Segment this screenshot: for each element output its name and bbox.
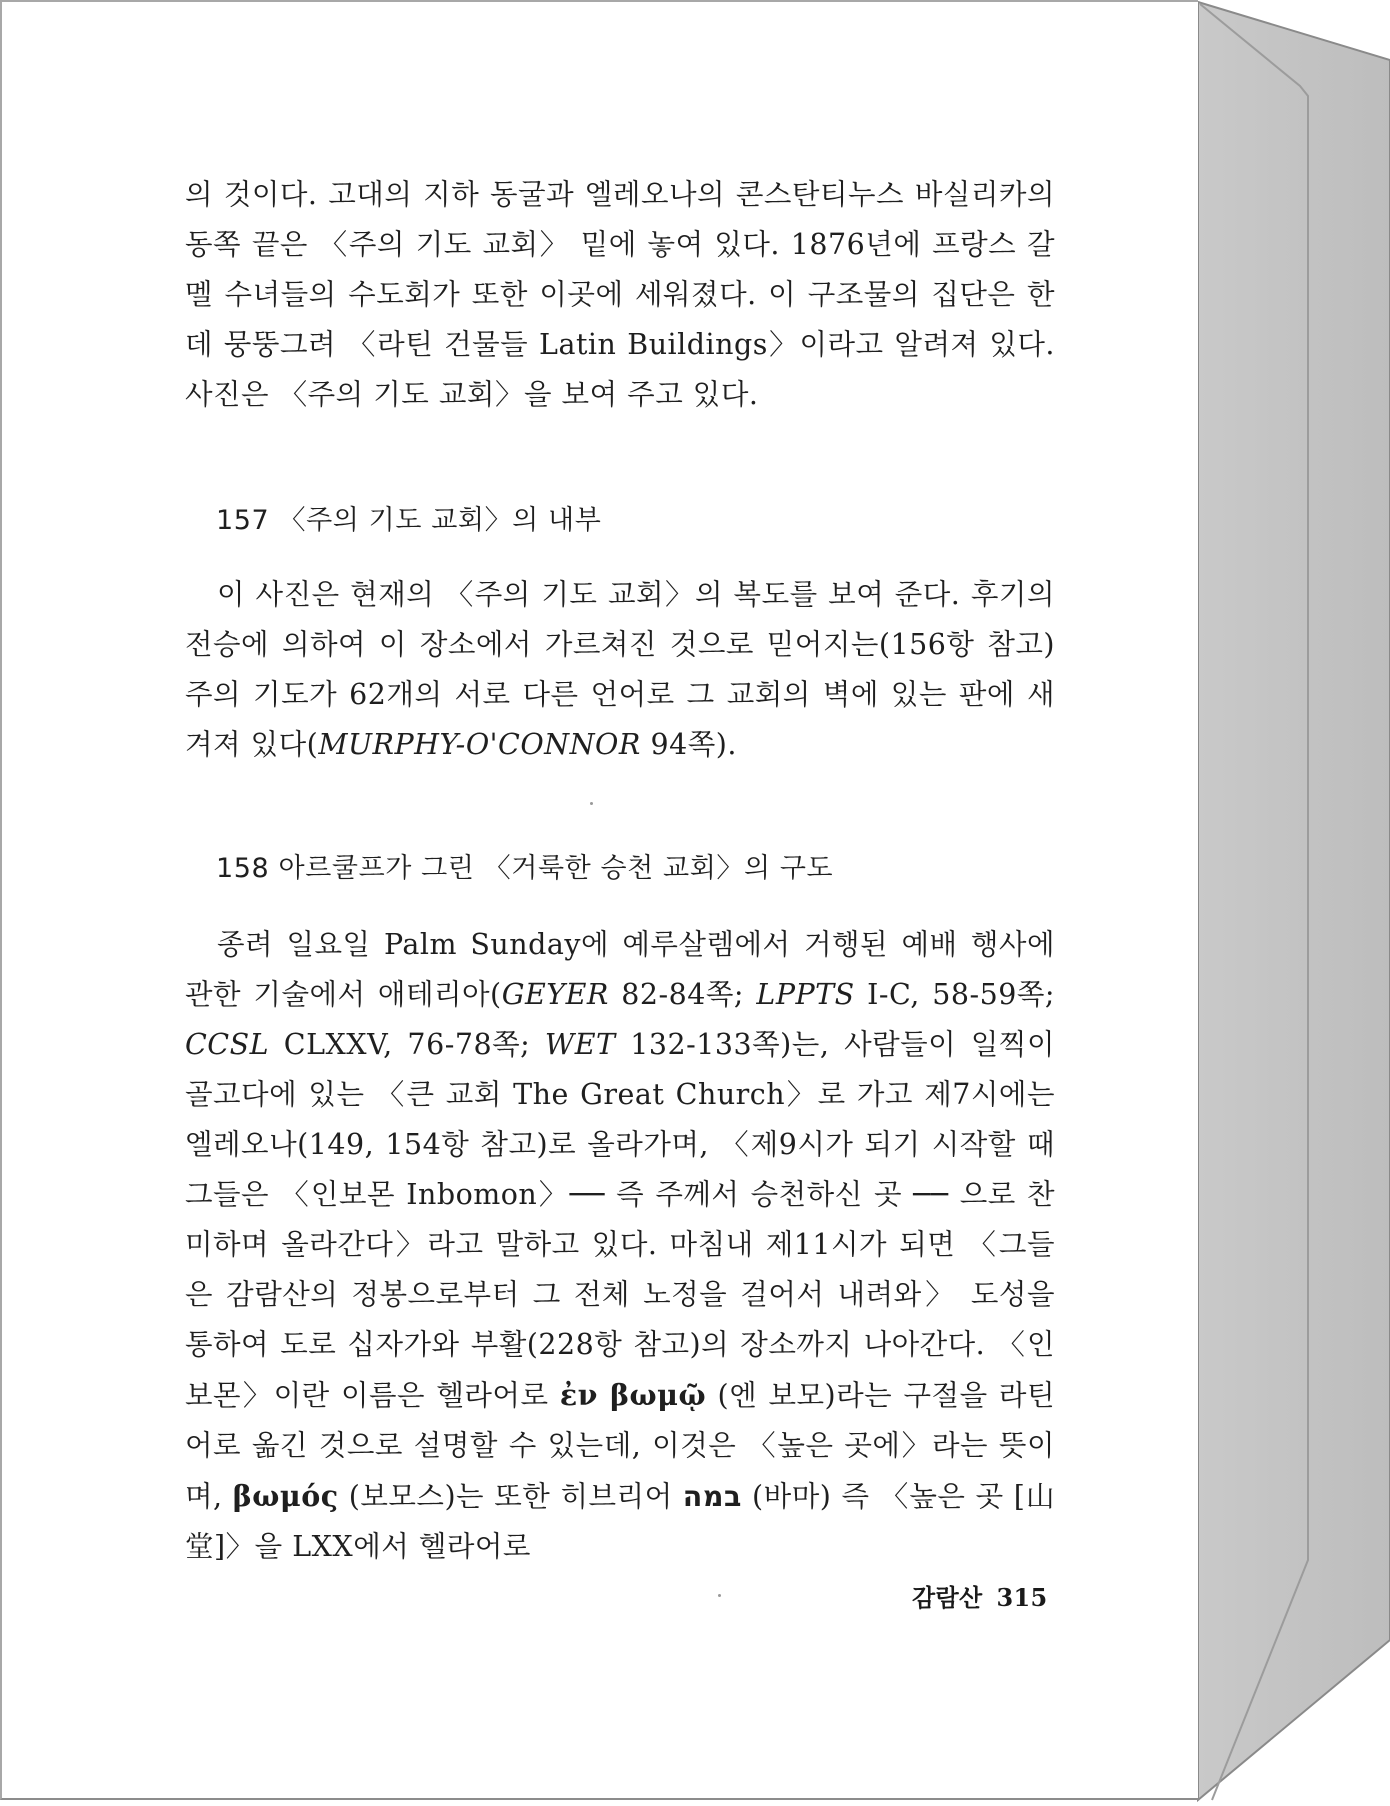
text-run: CLXXV, 76-78쪽; — [269, 1028, 545, 1061]
text-run: (엔 보모)라는 구절을 라틴어로 옮긴 것으로 설명할 수 있는데, 이것은 〈높은 곳에〉라는 뜻이며, — [185, 1379, 1055, 1513]
hebrew-word: במה — [682, 1480, 742, 1513]
text-run: 82-84쪽; — [608, 978, 757, 1011]
citation: LPPTS — [756, 978, 855, 1011]
citation: CCSL — [185, 1028, 270, 1061]
greek-phrase: ἐν βωμῷ — [559, 1378, 707, 1412]
text-run: 132-133쪽)는, 사람들이 일찍이 골고다에 있는 〈큰 교회 The Great Church〉로 가고 제7시에는 엘레오나(149, 154항 참고)로 올라가며, 〈제9시가 되기 시작할 때 그들은 〈인보몬 Inbomon〉── 즉 주께서 승천하신 곳 ── 으로 찬미하며 올라간다〉라고 말하고 있다. 마침내 제11시가 되면 〈그들은 감람산의 정봉으로부터 그 전체 노정을 걸어서 내려와〉 도성을 통하여 도로 십자가와 부활(228항 참고)의 장소까지 나아간다. 〈인보몬〉이란 이름은 헬라어로 — [185, 1028, 1055, 1412]
scan-speck — [590, 802, 593, 805]
citation: WET — [544, 1028, 616, 1061]
text-run: 종려 일요일 Palm Sunday에 예루살렘에서 거행된 예배 행사에 관한 기술에서 애테리아( — [185, 928, 1055, 1011]
greek-word: βωμός — [232, 1479, 339, 1513]
text-run: 94쪽). — [640, 728, 737, 761]
text-run: 이 사진은 현재의 〈주의 기도 교회〉의 복도를 보여 준다. 후기의 전승에 의하여 이 장소에서 가르쳐진 것으로 믿어지는(156항 참고) 주의 기도가 62개의 서로 다른 언어로 그 교회의 벽에 있는 판에 새겨져 있다( — [185, 578, 1055, 761]
paragraph-158 — [185, 920, 1055, 1572]
text-run: I-C, 58-59쪽; — [854, 978, 1055, 1011]
running-head: 감람산 — [912, 1584, 983, 1612]
scan-speck — [718, 1594, 721, 1597]
citation: GEYER — [501, 978, 609, 1011]
section-heading-157: 157 〈주의 기도 교회〉의 내부 — [216, 505, 602, 536]
paragraph-continued: 의 것이다. 고대의 지하 동굴과 엘레오나의 콘스탄티누스 바실리카의 동쪽 끝은 〈주의 기도 교회〉 밑에 놓여 있다. 1876년에 프랑스 갈멜 수녀들의 수도회가 또한 이곳에 세워졌다. 이 구조물의 집단은 한데 뭉뚱그려 〈라틴 건물들 Latin Buildings〉이라고 알려져 있다. 사진은 〈주의 기도 교회〉을 보여 주고 있다. — [185, 178, 1055, 411]
section-heading-158: 158 아르쿨프가 그린 〈거룩한 승천 교회〉의 구도 — [216, 853, 834, 884]
text-run: (보모스)는 또한 히브리어 — [338, 1480, 683, 1513]
paragraph-157 — [185, 570, 1055, 770]
text-run: (바마) 즉 〈높은 곳 [山堂]〉을 LXX에서 헬라어로 — [185, 1480, 1055, 1563]
page-footer — [912, 1578, 1047, 1613]
citation: MURPHY-O'CONNOR — [318, 728, 641, 761]
page-number: 315 — [996, 1583, 1048, 1612]
